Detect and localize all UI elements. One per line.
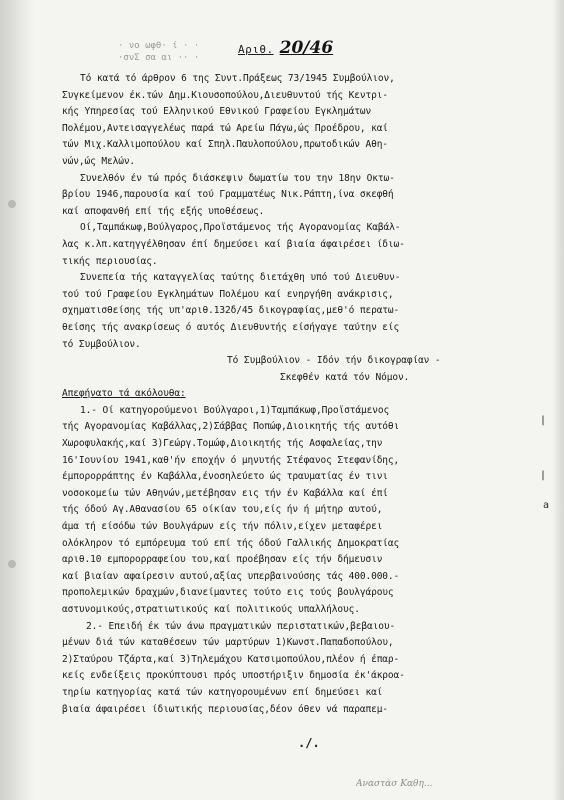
text-line: καί βιαίαν αφαίρεσιν αυτού,αξίας υπερβαινούσης τάς 400.000.- xyxy=(62,570,400,582)
margin-mark: | xyxy=(540,415,547,426)
text-line: μένων διά τών καταθέσεων τών μαρτύρων 1)Κωνστ.Παπαδοπούλου, xyxy=(62,637,394,649)
text-line: ολόκληρον τό εμπόρευμα τού επί τής όδού Γαλλικής Δημοκρατίας xyxy=(62,537,400,549)
heading-line: Τό Συμβούλιον - Ιδόν τήν δικογραφίαν - xyxy=(227,355,441,367)
paragraph-accused xyxy=(62,220,552,270)
text-line: αριθ.10 εμπορορραφείου του,καί προέβησαν είς τήν δήμευσιν xyxy=(62,554,383,566)
paragraph-point-2 xyxy=(62,619,552,719)
text-line: τηρίω κατηγορίας κατά τών κατηγορουμένων επί δημεύσει καί xyxy=(62,686,383,698)
text-line: τής όδού Αγ.Αθανασίου 65 οίκίαν του,είς ήν ή μήτηρ αυτού, xyxy=(62,504,383,516)
margin-mark: | xyxy=(540,470,547,481)
text-line: νών,ώς Μελών. xyxy=(62,155,136,167)
punch-hole xyxy=(8,560,16,568)
text-line: θείσης τής ανακρίσεως ό αυτός Διευθυντής είσήγαγε ταύτην είς xyxy=(62,321,400,333)
text-line: λας κ.λπ.κατηγγέλθησαν έπί δημεύσει καί βιαία άφαιρέσει ίδιω- xyxy=(62,238,405,250)
text-line: βιαία άφαιρέσει ίδιωτικής περιουσίας,δέον όθεν νά παραπεμ- xyxy=(62,703,388,715)
scan-left-edge xyxy=(0,0,34,800)
decision-intro: Απεφήνατο τά ακόλουθα: xyxy=(62,388,186,400)
heading-line: Σκεφθέν κατά τόν Νόμον. xyxy=(280,371,410,383)
text-line: κής Υπηρεσίας τού Ελληνικού Εθνικού Γραφείου Εγκλημάτων xyxy=(62,106,372,118)
text-line: Τό κατά τό άρθρον 6 της Συντ.Πράξεως 73/1945 Συμβούλιον, xyxy=(80,73,395,84)
faint-header xyxy=(118,40,258,64)
punch-hole xyxy=(8,200,16,208)
text-line: 2.- Επειδή έκ τών άνω πραγματικών περιστατικών,βεβαιου- xyxy=(86,620,396,632)
text-line: Οί,Ταμπάκωφ,Βούλγαρος,Προϊστάμενος τής Αγορανομίας Καβάλ- xyxy=(80,222,401,234)
text-line: τικής περιουσίας. xyxy=(62,255,158,267)
text-line: προπολεμικών δραχμών,διανείμαντες τούτο εις τούς βουλγάρους xyxy=(62,587,394,599)
text-line: Συνελθόν έν τώ πρός διάσκεψιν δωματίω του την 18ην Οκτω- xyxy=(80,172,395,184)
faint-header-line: ·σνΣ σα αι ·· · xyxy=(118,53,200,63)
text-line: νοσοκομείω τών Αθηνών,μετέβησαν εις τήν έν Καβάλλα καί έπί xyxy=(62,487,388,499)
text-line: αστυνομικούς,στρατιωτικούς καί πολιτικούς υπαλλήλους. xyxy=(62,604,360,615)
document-body xyxy=(62,71,552,718)
paragraph-meeting xyxy=(62,171,552,221)
text-line: 1.- Οί κατηγορούμενοι Βούλγαροι,1)Ταμπάκωφ,Προϊστάμενος xyxy=(80,404,390,416)
text-line: τών Μιχ.Καλλιμοπούλου καί Σπηλ.Παυλοπούλου,πρωτοδικών Αθη- xyxy=(62,139,388,151)
paragraph-investigation xyxy=(62,270,552,353)
text-line: καί αποφανθή επί τής εξής υποθέσεως. xyxy=(62,205,265,217)
text-line: 2)Σταύρου Τζάρτα,καί 3)Τηλεμάχου Κατσιμοπούλου,πλέον ή έπαρ- xyxy=(62,653,400,665)
text-line: Συγκείμενον έκ.τών Δημ.Κιουσοπούλου,Διευθυντού τής Κεντρι- xyxy=(62,89,388,101)
margin-mark: a xyxy=(543,500,550,511)
text-line: τής Αγορανομίας Καβάλλας,2)Σάββας Ποπώφ,Διοικητής τής αυτόθι xyxy=(62,421,400,433)
text-line: τού τού Γραφείου Εγκλημάτων Πολέμου καί ενηργήθη ανάκρισις, xyxy=(62,288,394,300)
reference-number xyxy=(238,38,333,58)
text-line: σχηματισθείσης τής υπ'αριθ.132δ/45 δικογραφίας,μεθ'ό περατω- xyxy=(62,305,400,317)
text-line: 16'Ιουνίου 1941,καθ'ήν εποχήν ό μηνυτής Στέφανος Στεφανίδης, xyxy=(62,454,400,466)
text-line: τό Συμβούλιον. xyxy=(62,338,141,350)
continuation-mark: ./. xyxy=(298,736,320,750)
paragraph-council-composition xyxy=(62,71,552,171)
reference-value: 20/46 xyxy=(279,38,334,58)
text-line: έμπορορράπτης έν Καβάλλα,ένοσηλεύετο ώς τραυματίας έν τινι xyxy=(62,471,388,483)
text-line: Χωροφυλακής,καί 3)Γεώργ.Τομώφ,Διοικητής τής Ασφαλείας,την xyxy=(62,438,383,450)
text-line: κείς ενδείξεις προκύπτουσι πρός υποστήριξιν δημοσία έκ'άκροα- xyxy=(62,670,405,682)
faint-header-line: · νο ωφθ· ί · · xyxy=(118,41,200,51)
text-line: Συνεπεία τής καταγγελίας ταύτης διετάχθη υπό τού Διευθυν- xyxy=(80,272,401,284)
text-line: βρίου 1946,παρουσία καί τού Γραμματέως Νικ.Ράπτη,ίνα σκεφθή xyxy=(62,189,394,201)
reference-prefix: Αριθ. xyxy=(238,43,274,56)
faint-footer-signature: Αναστάσ Καθη... xyxy=(356,779,433,789)
council-heading xyxy=(62,353,552,386)
text-line: άμα τή είσόδω τών Βουλγάρων είς τήν πόλιν,είχεν μεταφέρει xyxy=(62,521,383,533)
paragraph-point-1 xyxy=(62,403,552,619)
text-line: Πολέμου,Αντεισαγγελέως παρά τώ Αρείω Πάγω,ώς Προέδρου, καί xyxy=(62,122,388,134)
scan-right-edge xyxy=(552,0,564,800)
